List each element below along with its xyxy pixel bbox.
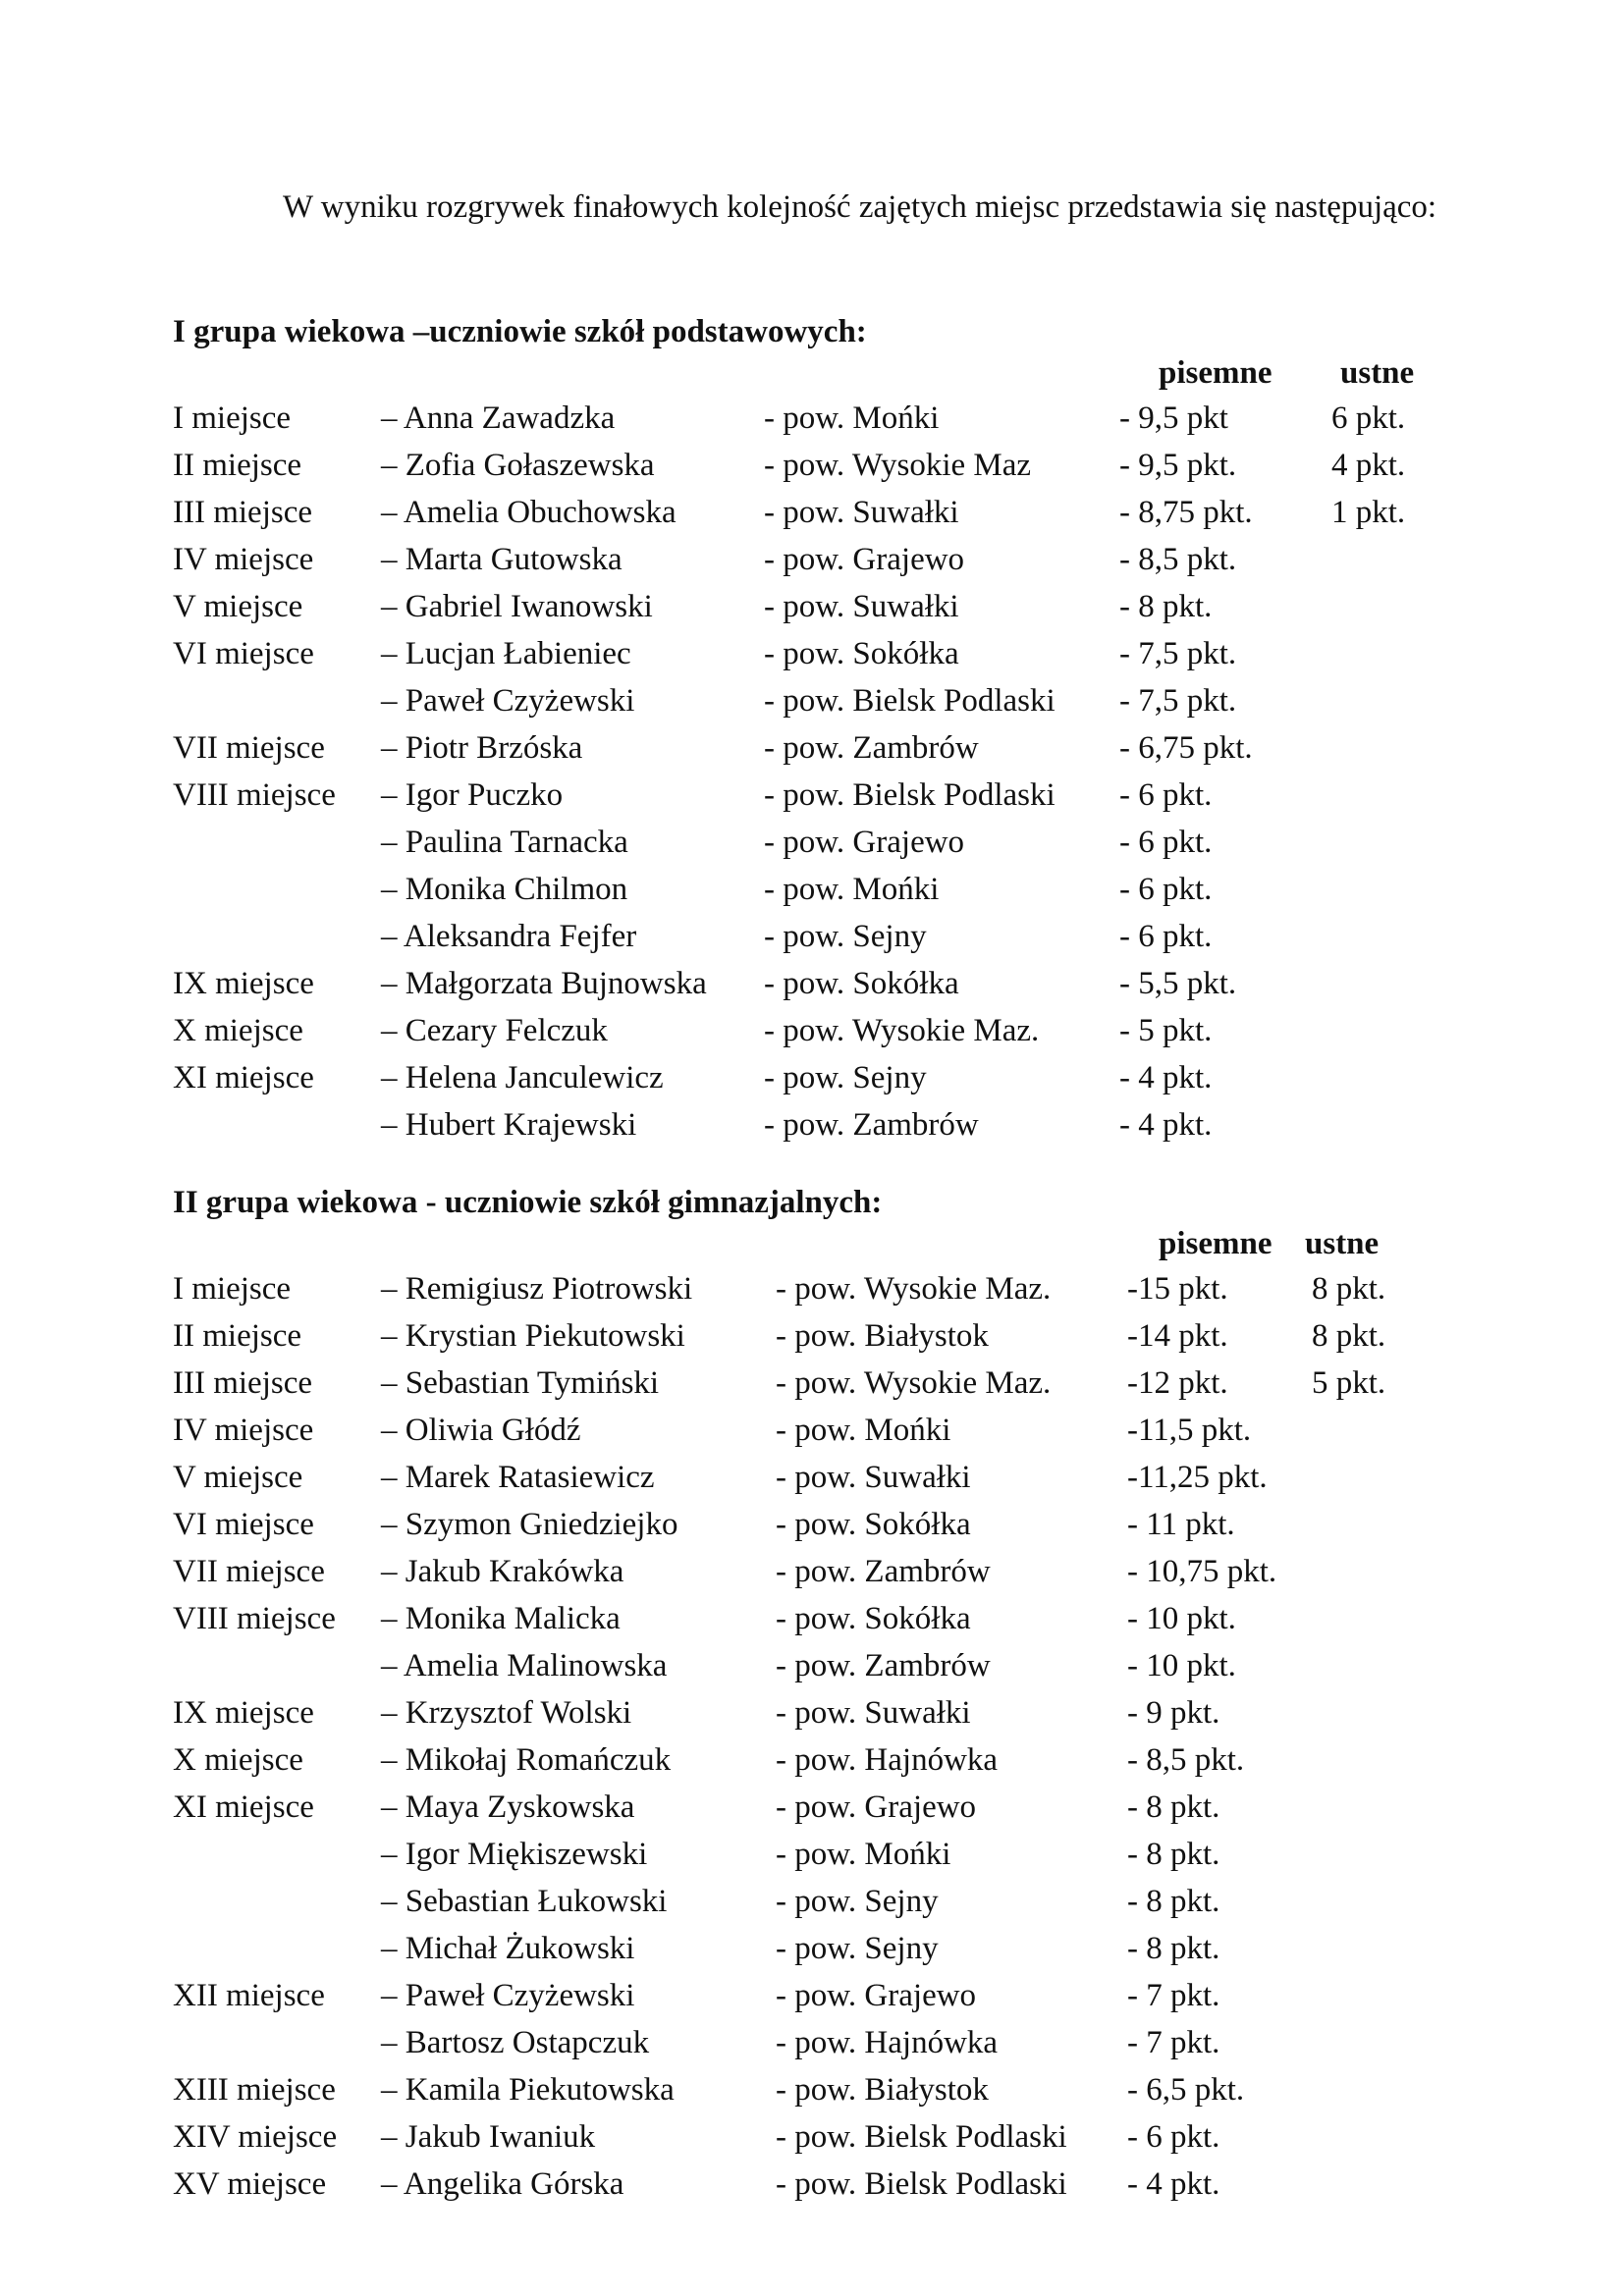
result-row [173,395,1459,442]
student-name: – Michał Żukowski [381,1931,635,1966]
result-row [173,2161,1459,2208]
result-row [173,1548,1459,1595]
result-row [173,2019,1459,2066]
district: - pow. Bielsk Podlaski [764,683,1056,719]
section-heading: I grupa wiekowa –uczniowie szkół podstawowych: [173,314,867,349]
place-label: XI miejsce [173,1789,314,1825]
result-row [173,442,1459,489]
result-row [173,819,1459,866]
written-score: - 8 pkt. [1127,1931,1220,1966]
oral-score: 4 pkt. [1331,448,1406,483]
district: - pow. Sokółka [764,966,959,1001]
student-name: – Piotr Brzóska [381,730,583,766]
place-label: IX miejsce [173,1695,314,1731]
student-name: – Amelia Obuchowska [381,495,677,530]
written-score: - 4 pkt. [1119,1060,1213,1095]
student-name: – Marek Ratasiewicz [381,1460,655,1495]
district: - pow. Mońki [764,872,940,907]
written-score: - 7 pkt. [1127,2025,1220,2060]
results-list [173,395,1459,1148]
written-score: - 5,5 pkt. [1119,966,1237,1001]
result-row [173,1312,1459,1360]
written-score: - 7,5 pkt. [1119,636,1237,671]
place-label: VI miejsce [173,636,314,671]
result-row [173,583,1459,630]
student-name: – Angelika Górska [381,2166,624,2202]
district: - pow. Zambrów [764,1107,979,1143]
result-row [173,1925,1459,1972]
result-row [173,1101,1459,1148]
student-name: – Paulina Tarnacka [381,825,628,860]
student-name: – Zofia Gołaszewska [381,448,655,483]
student-name: – Igor Puczko [381,777,564,813]
place-label: VI miejsce [173,1507,314,1542]
written-score: - 4 pkt. [1119,1107,1213,1143]
district: - pow. Mońki [776,1413,951,1448]
result-row [173,1007,1459,1054]
district: - pow. Grajewo [776,1978,977,2013]
place-label: X miejsce [173,1742,303,1778]
district: - pow. Suwałki [776,1460,971,1495]
student-name: – Maya Zyskowska [381,1789,635,1825]
written-score: - 6 pkt. [1119,825,1213,860]
district: - pow. Grajewo [764,825,965,860]
result-row [173,772,1459,819]
place-label: VIII miejsce [173,777,336,813]
district: - pow. Hajnówka [776,2025,999,2060]
district: - pow. Wysokie Maz. [776,1271,1052,1307]
result-row [173,489,1459,536]
district: - pow. Suwałki [764,495,959,530]
result-row [173,677,1459,724]
student-name: – Małgorzata Bujnowska [381,966,707,1001]
section-heading: II grupa wiekowa - uczniowie szkół gimnazjalnych: [173,1185,883,1220]
place-label: VIII miejsce [173,1601,336,1636]
student-name: – Oliwia Głódź [381,1413,581,1448]
district: - pow. Zambrów [776,1648,991,1683]
district: - pow. Bielsk Podlaski [776,2166,1067,2202]
student-name: – Hubert Krajewski [381,1107,637,1143]
column-headers [173,351,1459,395]
district: - pow. Wysokie Maz. [764,1013,1040,1048]
student-name: – Krystian Piekutowski [381,1318,685,1354]
written-score: - 8 pkt. [1127,1837,1220,1872]
district: - pow. Zambrów [776,1554,991,1589]
result-row [173,2066,1459,2113]
district: - pow. Wysokie Maz [764,448,1032,483]
place-label: III miejsce [173,495,313,530]
written-score: - 10 pkt. [1127,1648,1236,1683]
written-score: - 10,75 pkt. [1127,1554,1277,1589]
district: - pow. Sokółka [776,1507,971,1542]
student-name: – Monika Malicka [381,1601,621,1636]
district: - pow. Bielsk Podlaski [764,777,1056,813]
result-row [173,724,1459,772]
intro-paragraph: W wyniku rozgrywek finałowych kolejność zajętych miejsc przedstawia się następująco: [283,189,1437,225]
written-score: - 8 pkt. [1127,1789,1220,1825]
district: - pow. Suwałki [764,589,959,624]
written-score: - 4 pkt. [1127,2166,1220,2202]
written-score: -15 pkt. [1127,1271,1228,1307]
written-score: -11,5 pkt. [1127,1413,1252,1448]
district: - pow. Grajewo [776,1789,977,1825]
student-name: – Igor Miękiszewski [381,1837,648,1872]
written-score: - 10 pkt. [1127,1601,1236,1636]
student-name: – Bartosz Ostapczuk [381,2025,650,2060]
district: - pow. Wysokie Maz. [776,1365,1052,1401]
oral-score: 6 pkt. [1331,400,1406,436]
district: - pow. Mońki [776,1837,951,1872]
written-score: - 6 pkt. [1119,919,1213,954]
student-name: – Krzysztof Wolski [381,1695,632,1731]
column-header-written: pisemne [1159,355,1272,391]
written-score: - 6,75 pkt. [1119,730,1253,766]
written-score: - 8,5 pkt. [1127,1742,1245,1778]
district: - pow. Białystok [776,2072,989,2108]
written-score: - 6 pkt. [1119,872,1213,907]
group-middle-school [173,1183,1459,2208]
district: - pow. Mońki [764,400,940,436]
column-headers [173,1222,1459,1265]
written-score: - 7,5 pkt. [1119,683,1237,719]
place-label: III miejsce [173,1365,313,1401]
district: - pow. Sejny [764,1060,927,1095]
district: - pow. Grajewo [764,542,965,577]
result-row [173,1265,1459,1312]
written-score: - 7 pkt. [1127,1978,1220,2013]
result-row [173,1736,1459,1784]
student-name: – Gabriel Iwanowski [381,589,653,624]
result-row [173,1360,1459,1407]
student-name: – Aleksandra Fejfer [381,919,637,954]
place-label: XV miejsce [173,2166,327,2202]
student-name: – Monika Chilmon [381,872,628,907]
place-label: IV miejsce [173,1413,314,1448]
student-name: – Remigiusz Piotrowski [381,1271,693,1307]
district: - pow. Sejny [776,1884,939,1919]
written-score: - 8 pkt. [1119,589,1213,624]
written-score: -11,25 pkt. [1127,1460,1268,1495]
result-row [173,1407,1459,1454]
place-label: I miejsce [173,400,292,436]
column-header-oral: ustne [1305,1226,1380,1261]
result-row [173,1689,1459,1736]
place-label: X miejsce [173,1013,303,1048]
student-name: – Lucjan Łabieniec [381,636,631,671]
result-row [173,960,1459,1007]
district: - pow. Hajnówka [776,1742,999,1778]
oral-score: 5 pkt. [1312,1365,1386,1401]
district: - pow. Sejny [764,919,927,954]
student-name: – Paweł Czyżewski [381,683,635,719]
student-name: – Helena Janculewicz [381,1060,664,1095]
student-name: – Szymon Gniedziejko [381,1507,678,1542]
result-row [173,1642,1459,1689]
result-row [173,1972,1459,2019]
oral-score: 1 pkt. [1331,495,1406,530]
place-label: I miejsce [173,1271,292,1307]
place-label: IX miejsce [173,966,314,1001]
place-label: XI miejsce [173,1060,314,1095]
oral-score: 8 pkt. [1312,1318,1386,1354]
place-label: XIII miejsce [173,2072,336,2108]
result-row [173,536,1459,583]
group-primary-school [173,312,1459,1148]
student-name: – Jakub Krakówka [381,1554,624,1589]
place-label: V miejsce [173,589,303,624]
written-score: - 9,5 pkt [1119,400,1228,436]
written-score: - 8 pkt. [1127,1884,1220,1919]
place-label: VII miejsce [173,1554,325,1589]
result-row [173,2113,1459,2161]
result-row [173,866,1459,913]
student-name: – Sebastian Łukowski [381,1884,668,1919]
place-label: VII miejsce [173,730,325,766]
result-row [173,1454,1459,1501]
student-name: – Sebastian Tymiński [381,1365,660,1401]
written-score: - 9 pkt. [1127,1695,1220,1731]
result-row [173,1784,1459,1831]
written-score: - 9,5 pkt. [1119,448,1237,483]
place-label: IV miejsce [173,542,314,577]
column-header-written: pisemne [1159,1226,1272,1261]
written-score: -14 pkt. [1127,1318,1228,1354]
district: - pow. Suwałki [776,1695,971,1731]
result-row [173,1595,1459,1642]
student-name: – Kamila Piekutowska [381,2072,675,2108]
student-name: – Cezary Felczuk [381,1013,608,1048]
oral-score: 8 pkt. [1312,1271,1386,1307]
district: - pow. Sokółka [776,1601,971,1636]
district: - pow. Bielsk Podlaski [776,2119,1067,2155]
student-name: – Paweł Czyżewski [381,1978,635,2013]
written-score: -12 pkt. [1127,1365,1228,1401]
written-score: - 11 pkt. [1127,1507,1235,1542]
student-name: – Jakub Iwaniuk [381,2119,596,2155]
place-label: II miejsce [173,1318,302,1354]
result-row [173,1878,1459,1925]
result-row [173,1054,1459,1101]
written-score: - 6 pkt. [1119,777,1213,813]
written-score: - 6 pkt. [1127,2119,1220,2155]
place-label: XIV miejsce [173,2119,338,2155]
place-label: XII miejsce [173,1978,325,2013]
written-score: - 5 pkt. [1119,1013,1213,1048]
place-label: V miejsce [173,1460,303,1495]
student-name: – Mikołaj Romańczuk [381,1742,672,1778]
district: - pow. Sejny [776,1931,939,1966]
column-header-oral: ustne [1340,355,1415,391]
student-name: – Amelia Malinowska [381,1648,668,1683]
district: - pow. Zambrów [764,730,979,766]
result-row [173,1501,1459,1548]
district: - pow. Sokółka [764,636,959,671]
student-name: – Marta Gutowska [381,542,623,577]
district: - pow. Białystok [776,1318,989,1354]
result-row [173,913,1459,960]
results-list [173,1265,1459,2208]
written-score: - 6,5 pkt. [1127,2072,1245,2108]
written-score: - 8,75 pkt. [1119,495,1253,530]
student-name: – Anna Zawadzka [381,400,616,436]
result-row [173,630,1459,677]
place-label: II miejsce [173,448,302,483]
written-score: - 8,5 pkt. [1119,542,1237,577]
result-row [173,1831,1459,1878]
